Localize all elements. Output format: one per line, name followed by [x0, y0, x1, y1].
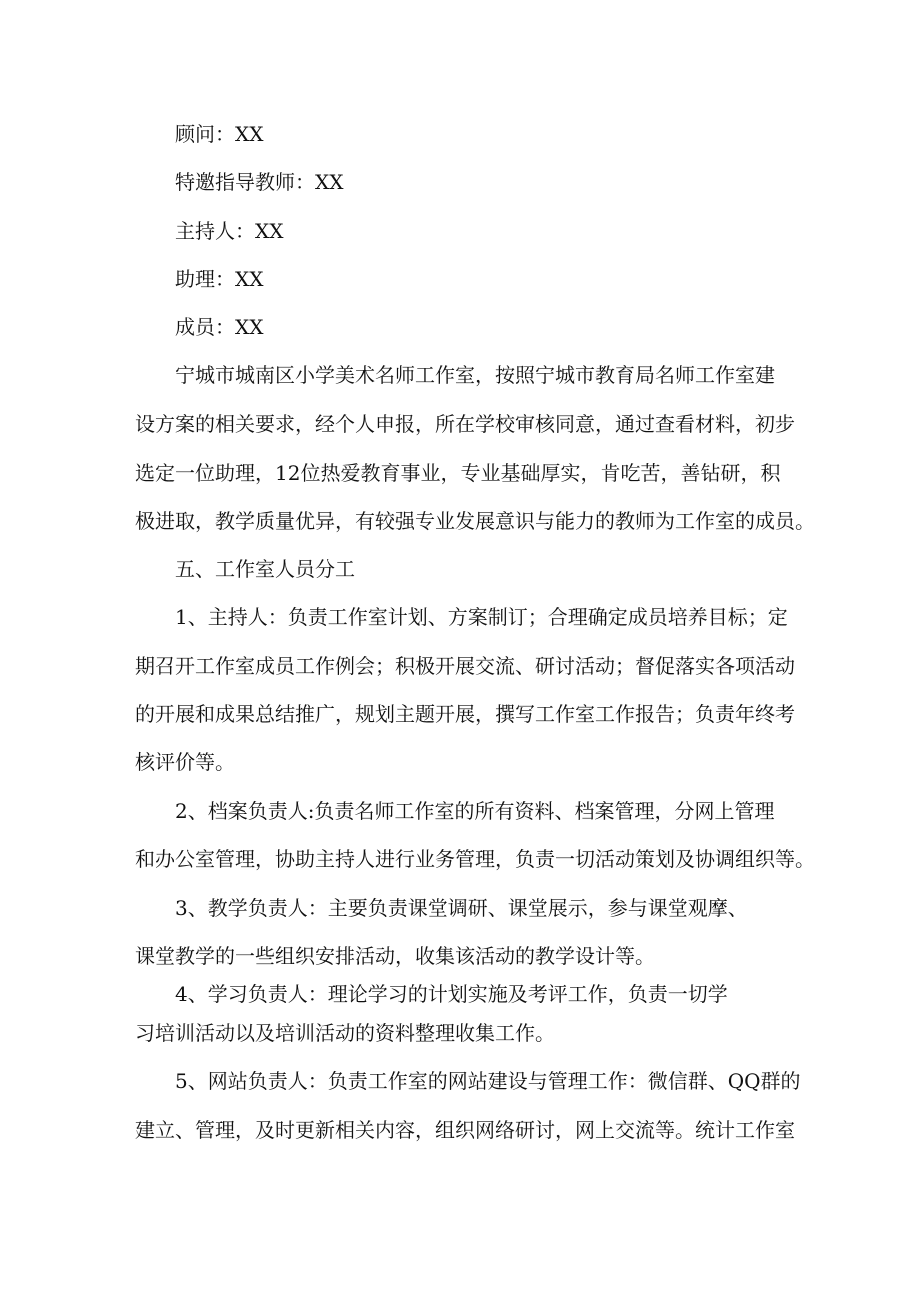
body-paragraph-line: 极进取，教学质量优异，有较强专业发展意识与能力的教师为工作室的成员。 [135, 509, 815, 533]
duty-archive-line: 和办公室管理，协助主持人进行业务管理，负责一切活动策划及协调组织等。 [135, 847, 815, 871]
assistant-line: 助理：XX [175, 267, 264, 291]
duty-website-line: 5、网站负责人：负责工作室的网站建设与管理工作：微信群、QQ群的 [175, 1069, 801, 1093]
section-heading: 五、工作室人员分工 [175, 557, 355, 581]
special-mentor-line: 特邀指导教师：XX [175, 170, 344, 194]
duty-host-line: 期召开工作室成员工作例会；积极开展交流、研讨活动；督促落实各项活动 [135, 654, 795, 678]
body-paragraph-line: 设方案的相关要求，经个人申报，所在学校审核同意，通过查看材料，初步 [135, 412, 795, 436]
members-line: 成员：XX [175, 315, 264, 339]
duty-host-line: 的开展和成果总结推广，规划主题开展，撰写工作室工作报告；负责年终考 [135, 702, 795, 726]
duty-archive-line: 2、档案负责人:负责名师工作室的所有资料、档案管理，分网上管理 [175, 799, 775, 823]
duty-host-line: 核评价等。 [135, 750, 235, 774]
advisor-line: 顾问：XX [175, 122, 264, 146]
body-paragraph-line: 宁城市城南区小学美术名师工作室，按照宁城市教育局名师工作室建 [175, 363, 775, 387]
duty-website-line: 建立、管理，及时更新相关内容，组织网络研讨，网上交流等。统计工作室 [135, 1118, 795, 1142]
duty-study-line: 4、学习负责人：理论学习的计划实施及考评工作，负责一切学 [175, 982, 728, 1006]
body-paragraph-line: 选定一位助理，12位热爱教育事业，专业基础厚实，肯吃苦，善钻研，积 [135, 461, 781, 485]
duty-teaching-line: 3、教学负责人：主要负责课堂调研、课堂展示，参与课堂观摩、 [175, 896, 748, 920]
duty-host-line: 1、主持人：负责工作室计划、方案制订；合理确定成员培养目标；定 [175, 605, 788, 629]
host-line: 主持人：XX [175, 219, 284, 243]
duty-study-line: 习培训活动以及培训活动的资料整理收集工作。 [135, 1021, 555, 1045]
duty-teaching-line: 课堂教学的一些组织安排活动，收集该活动的教学设计等。 [135, 944, 655, 968]
